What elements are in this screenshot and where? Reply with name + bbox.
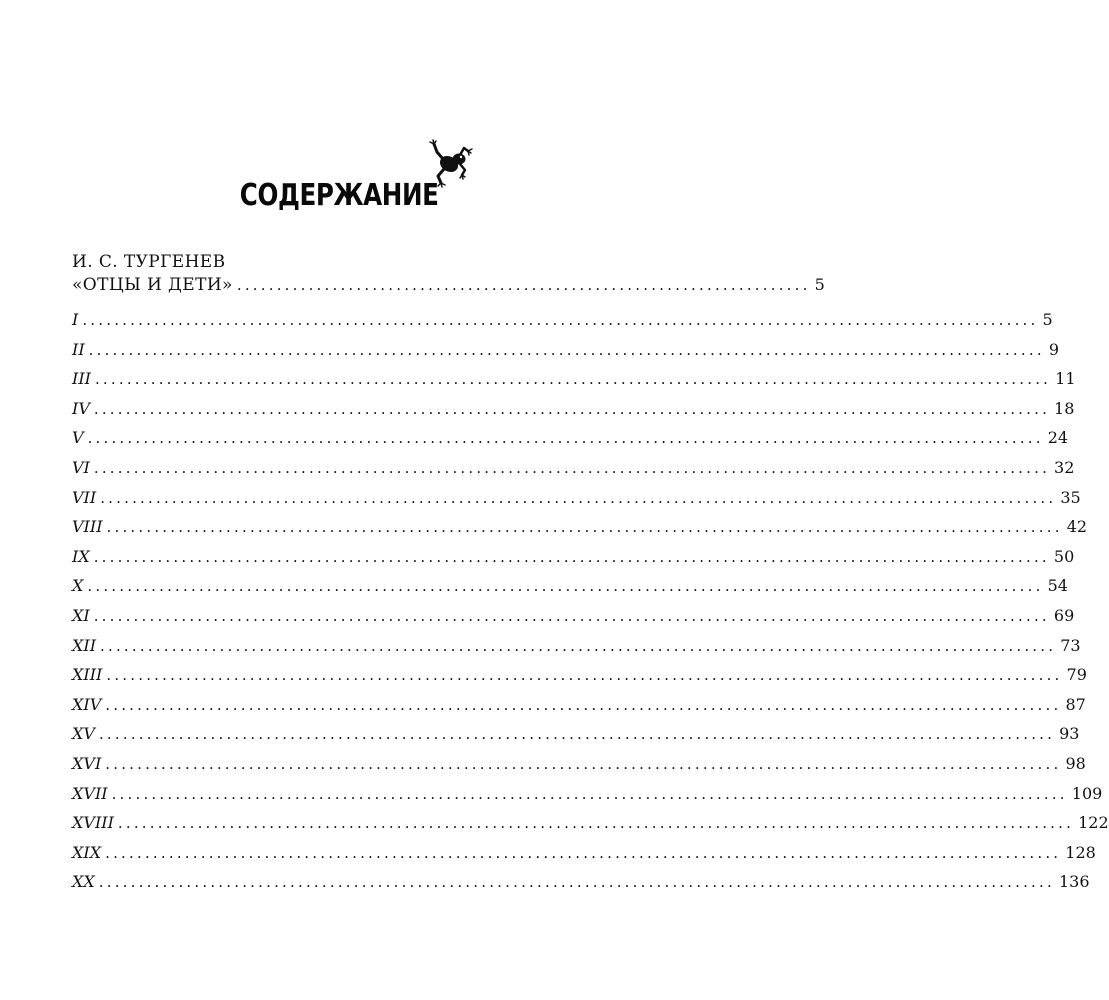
chapter-number: XIV bbox=[72, 694, 102, 714]
chapter-page-number: 42 bbox=[1066, 517, 1088, 537]
leader-dots: ........................................................................................................................ bbox=[82, 311, 1039, 329]
chapter-number: IV bbox=[72, 398, 90, 418]
chapter-page-number: 98 bbox=[1065, 754, 1086, 773]
chapter-page-number: 73 bbox=[1060, 635, 1081, 655]
chapter-number: VII bbox=[72, 487, 97, 507]
chapter-number: XVI bbox=[72, 754, 102, 773]
chapter-number: II bbox=[72, 339, 85, 359]
chapter-page-number: 24 bbox=[1047, 428, 1069, 448]
leader-dots: ........................................................................ bbox=[236, 276, 811, 294]
toc-chapter-entry[interactable] bbox=[72, 575, 1068, 597]
chapter-page-number: 35 bbox=[1060, 487, 1081, 507]
chapter-number: XVIII bbox=[72, 813, 114, 833]
page-title: СОДЕРЖАНИЕ bbox=[239, 178, 439, 213]
chapter-page-number: 93 bbox=[1059, 724, 1080, 744]
leader-dots: ........................................................................................................................ bbox=[100, 488, 1057, 507]
leader-dots: ........................................................................................................................ bbox=[98, 873, 1055, 892]
leader-dots: ........................................................................................................................ bbox=[105, 755, 1062, 773]
work-title: «ОТЦЫ И ДЕТИ» bbox=[72, 275, 233, 295]
chapter-number: XV bbox=[72, 724, 95, 744]
toc-chapter-entry[interactable] bbox=[72, 723, 1080, 745]
leader-dots: ........................................................................................................................ bbox=[100, 636, 1057, 655]
leader-dots: ........................................................................................................................ bbox=[93, 459, 1051, 477]
leader-dots: ........................................................................................................................ bbox=[93, 547, 1050, 566]
toc-chapter-entry[interactable] bbox=[72, 309, 1053, 331]
chapter-number: XIII bbox=[72, 665, 103, 685]
toc-chapter-entry[interactable] bbox=[72, 546, 1075, 568]
chapter-page-number: 122 bbox=[1078, 813, 1109, 833]
toc-chapter-entry[interactable] bbox=[72, 457, 1075, 479]
toc-chapter-entry[interactable] bbox=[72, 368, 1076, 390]
toc-chapter-entry[interactable] bbox=[72, 339, 1059, 361]
chapter-number: X bbox=[72, 576, 84, 596]
chapter-number: IX bbox=[72, 546, 90, 566]
toc-chapter-entry[interactable] bbox=[72, 812, 1109, 834]
chapter-page-number: 54 bbox=[1047, 576, 1068, 596]
leader-dots: ........................................................................................................................ bbox=[105, 843, 1062, 862]
chapter-page-number: 18 bbox=[1054, 398, 1075, 418]
leader-dots: ........................................................................................................................ bbox=[93, 399, 1051, 418]
chapter-page-number: 136 bbox=[1058, 872, 1090, 892]
toc-chapter-entry[interactable] bbox=[72, 694, 1086, 716]
toc-chapter-entry[interactable] bbox=[72, 871, 1090, 893]
leader-dots: ........................................................................................................................ bbox=[106, 518, 1063, 537]
toc-chapter-entry[interactable] bbox=[72, 398, 1075, 420]
toc-chapter-entry[interactable] bbox=[72, 635, 1081, 657]
author-name: И. С. ТУРГЕНЕВ bbox=[72, 252, 226, 272]
chapter-number: XIX bbox=[72, 842, 102, 862]
leader-dots: ........................................................................................................................ bbox=[87, 429, 1044, 448]
toc-chapter-entry[interactable] bbox=[72, 427, 1069, 449]
chapter-page-number: 109 bbox=[1071, 783, 1103, 803]
chapter-page-number: 50 bbox=[1053, 546, 1075, 566]
leader-dots: ........................................................................................................................ bbox=[88, 340, 1045, 359]
leader-dots: ........................................................................................................................ bbox=[111, 784, 1068, 803]
chapter-number: XII bbox=[72, 635, 97, 655]
chapter-page-number: 69 bbox=[1053, 606, 1075, 625]
leader-dots: ........................................................................................................................ bbox=[93, 607, 1050, 625]
chapter-number: V bbox=[72, 428, 84, 448]
chapter-number: XX bbox=[72, 872, 95, 892]
chapter-page-number: 9 bbox=[1048, 339, 1059, 359]
chapter-page-number: 79 bbox=[1066, 665, 1087, 685]
leader-dots: ........................................................................................................................ bbox=[106, 666, 1063, 685]
toc-chapter-entry[interactable] bbox=[72, 516, 1088, 538]
work-page-number: 5 bbox=[814, 275, 825, 294]
toc-chapter-entry[interactable] bbox=[72, 783, 1103, 805]
leader-dots: ........................................................................................................................ bbox=[98, 725, 1056, 744]
toc-chapter-entry[interactable] bbox=[72, 842, 1096, 864]
toc-chapter-entry[interactable] bbox=[72, 605, 1075, 627]
leader-dots: ........................................................................................................................ bbox=[94, 370, 1052, 389]
chapter-page-number: 128 bbox=[1065, 842, 1096, 862]
leader-dots: ........................................................................................................................ bbox=[87, 577, 1044, 596]
chapter-number: VI bbox=[72, 458, 90, 477]
toc-chapter-entry[interactable] bbox=[72, 664, 1087, 686]
leader-dots: ........................................................................................................................ bbox=[105, 695, 1062, 714]
chapter-number: XVII bbox=[72, 783, 108, 803]
toc-work-entry[interactable] bbox=[72, 274, 825, 296]
chapter-page-number: 87 bbox=[1065, 694, 1086, 714]
chapter-number: XI bbox=[72, 606, 90, 625]
toc-chapter-entry[interactable] bbox=[72, 753, 1086, 775]
chapter-page-number: 32 bbox=[1054, 458, 1075, 477]
leader-dots: ........................................................................................................................ bbox=[117, 814, 1075, 833]
chapter-page-number: 5 bbox=[1042, 310, 1053, 329]
toc-chapter-entry[interactable] bbox=[72, 487, 1081, 509]
chapter-number: VIII bbox=[72, 517, 103, 537]
chapter-number: I bbox=[72, 310, 79, 329]
chapter-page-number: 11 bbox=[1055, 369, 1076, 389]
chapter-number: III bbox=[72, 369, 91, 389]
